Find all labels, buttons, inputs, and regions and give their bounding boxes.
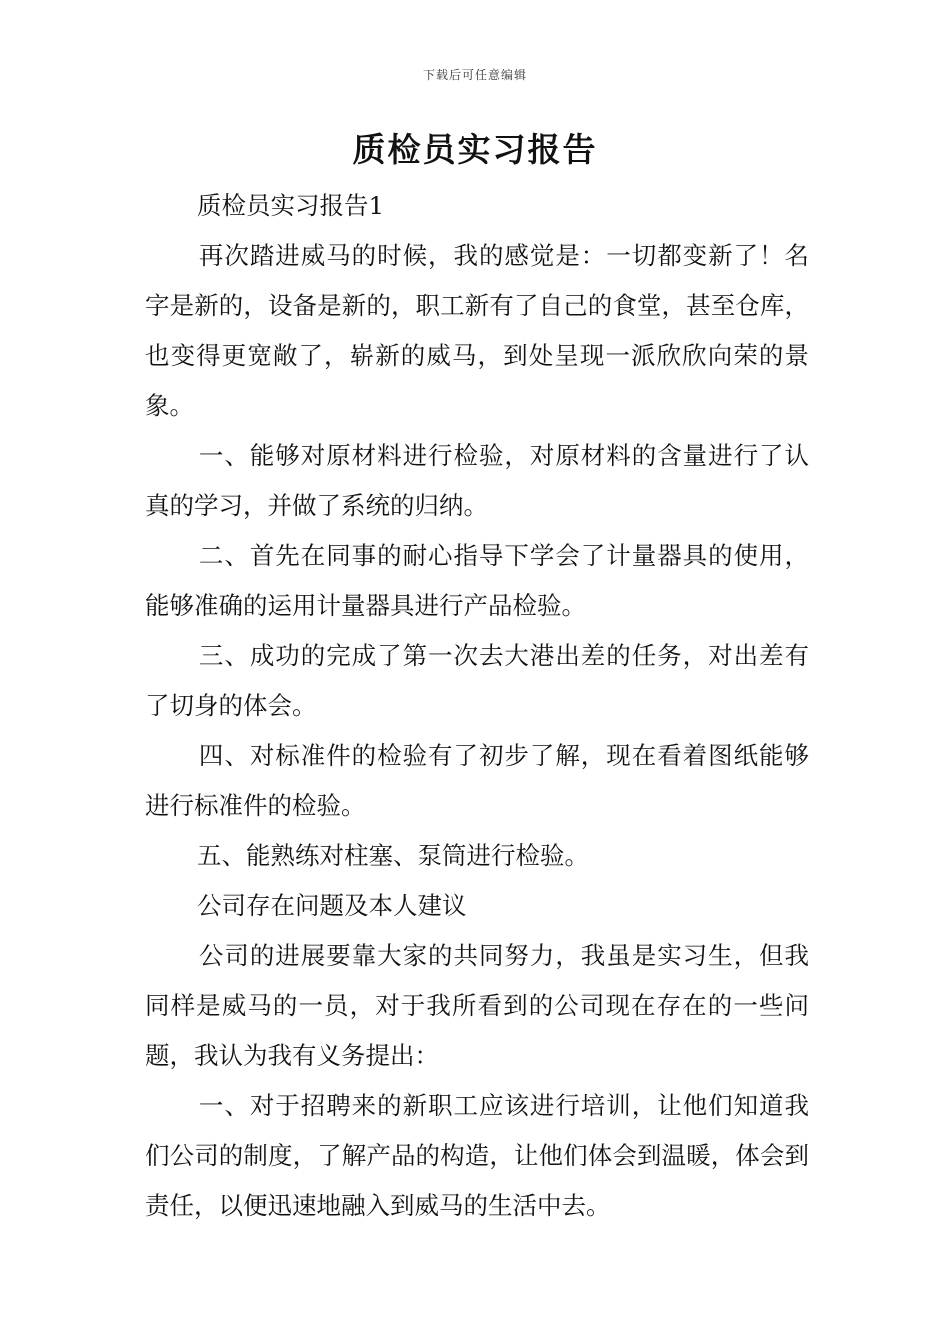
paragraph-suggestion-intro: 公司的进展要靠大家的共同努力，我虽是实习生，但我同样是威马的一员，对于我所看到的公司现在存在的一些问题，我认为我有义务提出：: [145, 941, 809, 1070]
paragraph-item-1: 一、能够对原材料进行检验，对原材料的含量进行了认真的学习，并做了系统的归纳。: [145, 441, 809, 520]
document-body: [145, 181, 809, 1231]
document-title: 质检员实习报告: [352, 130, 598, 169]
paragraph-item-3: 三、成功的完成了第一次去大港出差的任务，对出差有了切身的体会。: [145, 641, 809, 720]
header-note: 下载后可任意编辑: [422, 68, 527, 82]
paragraph-suggestion-1: 一、对于招聘来的新职工应该进行培训，让他们知道我们公司的制度，了解产品的构造，让他们体会到温暖，体会到责任，以便迅速地融入到威马的生活中去。: [145, 1091, 809, 1220]
report-subtitle: 质检员实习报告1: [197, 191, 385, 220]
paragraph-item-4: 四、对标准件的检验有了初步了解，现在看着图纸能够进行标准件的检验。: [145, 741, 809, 820]
paragraph-item-5: 五、能熟练对柱塞、泵筒进行检验。: [197, 841, 589, 870]
paragraph-item-2: 二、首先在同事的耐心指导下学会了计量器具的使用，能够准确的运用计量器具进行产品检验。: [145, 541, 809, 620]
section-heading: 公司存在问题及本人建议: [197, 891, 467, 920]
paragraph-intro: 再次踏进威马的时候，我的感觉是：一切都变新了！名字是新的，设备是新的，职工新有了自己的食堂，甚至仓库，也变得更宽敞了，崭新的威马，到处呈现一派欣欣向荣的景象。: [145, 241, 809, 420]
